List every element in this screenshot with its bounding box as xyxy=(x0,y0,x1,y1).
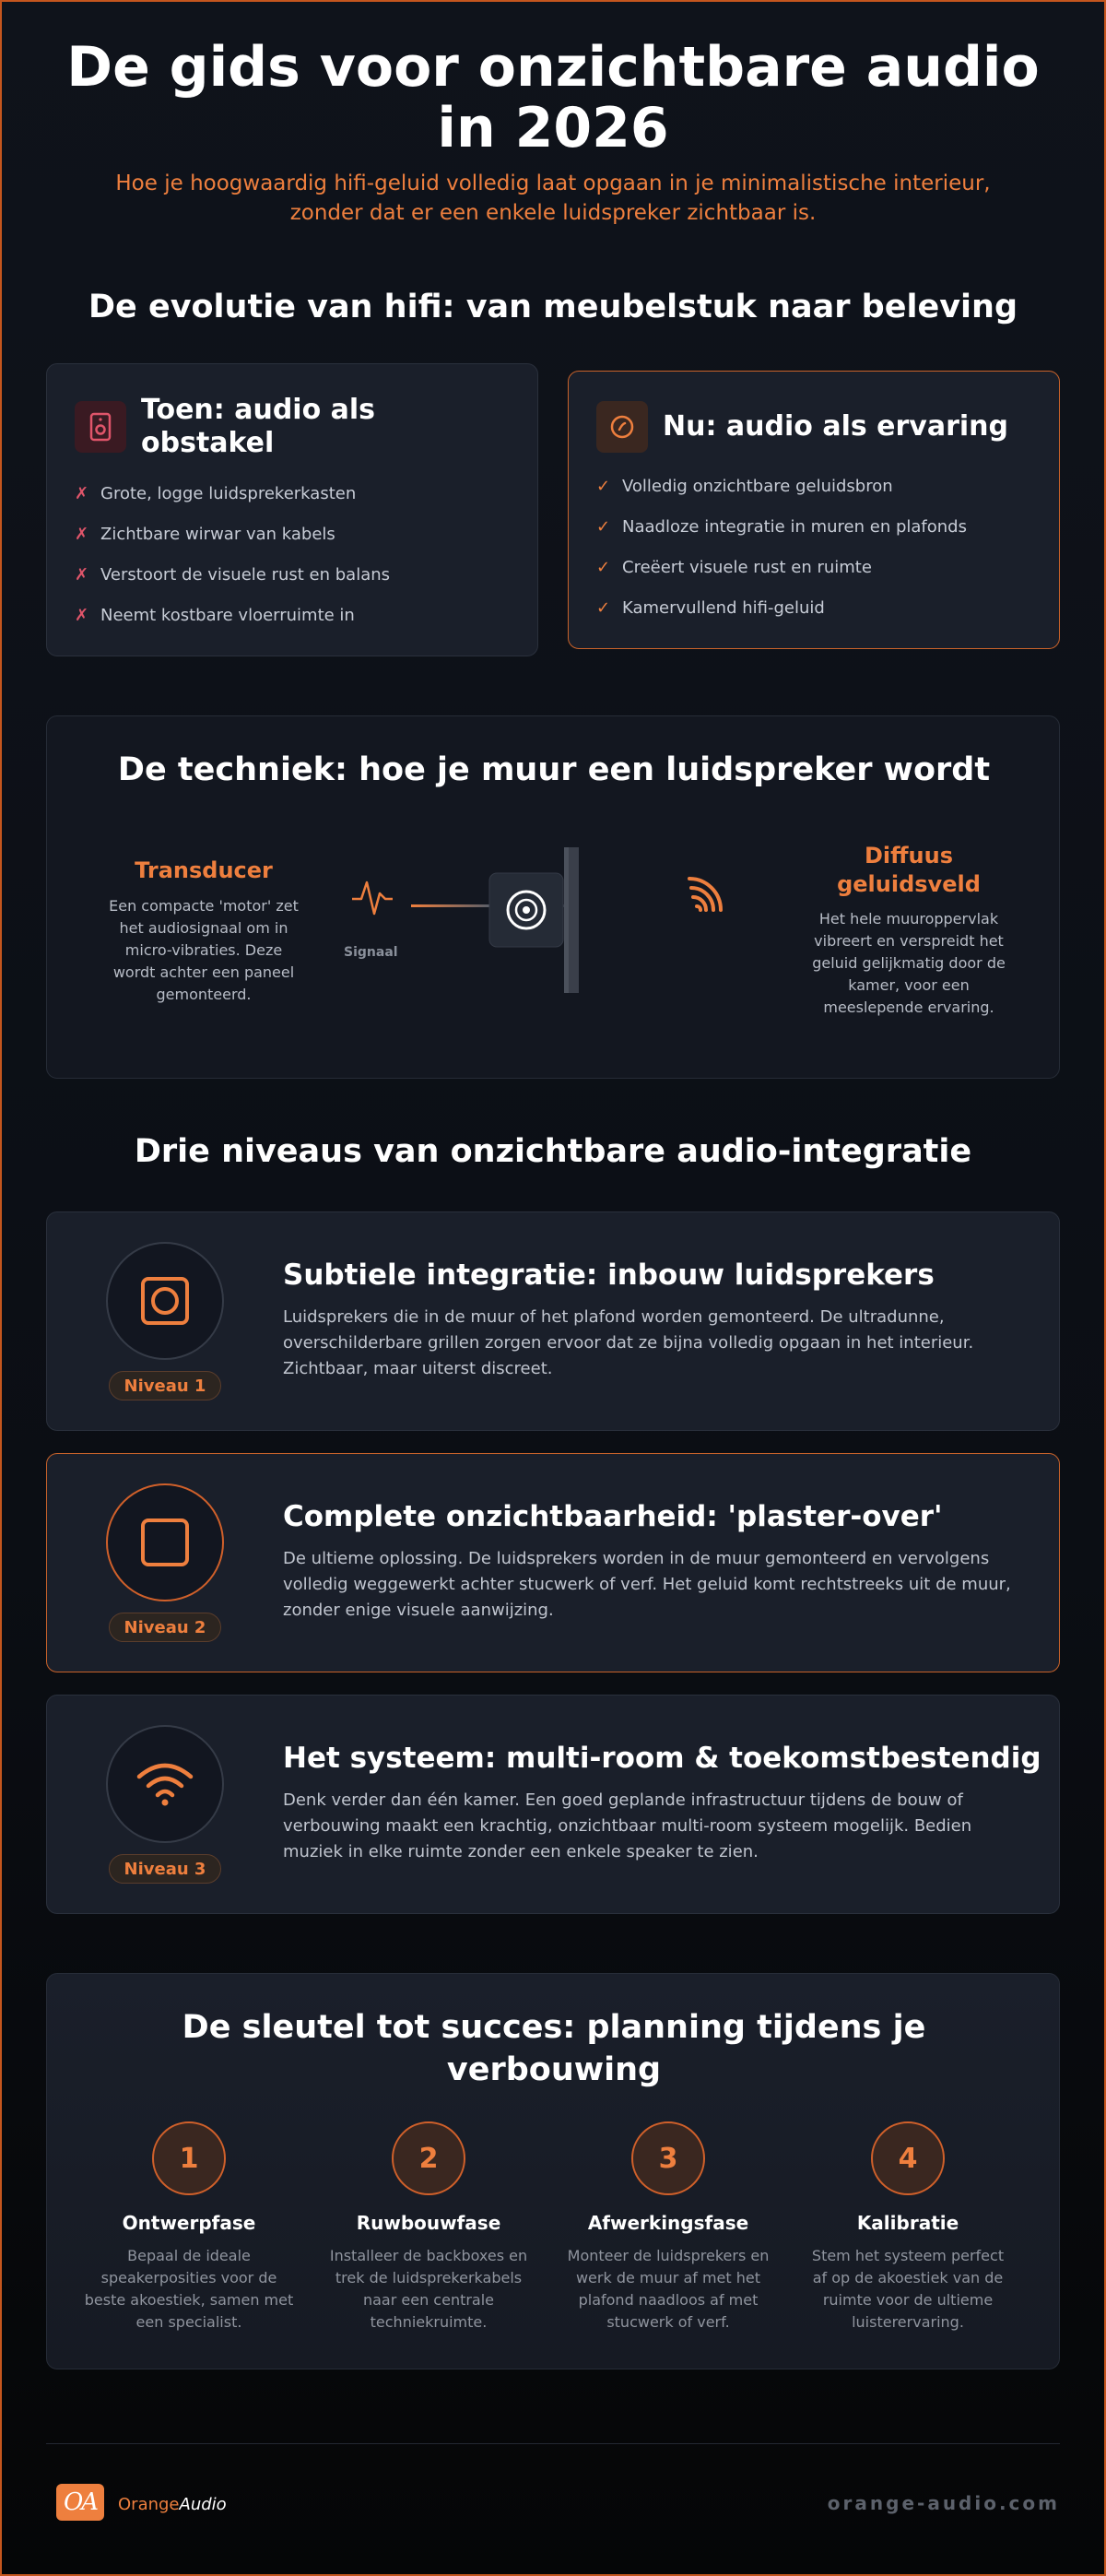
cross-icon: ✗ xyxy=(75,605,89,625)
now-card-title: Nu: audio als ervaring xyxy=(663,410,1008,443)
step-number: 4 xyxy=(871,2121,945,2195)
cross-icon: ✗ xyxy=(75,524,89,544)
level-badge: Niveau 1 xyxy=(109,1371,221,1400)
plaster-panel-icon xyxy=(106,1483,224,1601)
now-list-item: ✓ Kamervullend hifi-geluid xyxy=(596,597,825,618)
level-title: Subtiele integratie: inbouw luidsprekers xyxy=(283,1258,935,1292)
signal-wave-icon xyxy=(352,882,393,914)
signal-cable xyxy=(411,904,489,907)
diffuse-field-description: Het hele muuroppervlak vibreert en verspreidt het geluid gelijkmatig door de kamer, voor een meeslepende ervaring. xyxy=(812,910,1006,1016)
step-description: Installeer de backboxes en trek de luidsprekerkabels naar een centrale techniekruimte. xyxy=(329,2247,528,2331)
level-description: Denk verder dan één kamer. Een goed geplande infrastructuur tijdens de bouw of verbouwing maakt een krachtig, onzichtbaar multi-room systeem mogelijk. Bedien muziek in elke ruimte zonder een enkele speaker te zien. xyxy=(283,1790,972,1861)
transducer-description: Een compacte 'motor' zet het audiosignaal om in micro-vibraties. Deze wordt achter een paneel gemonteerd. xyxy=(109,897,299,1003)
step-number: 2 xyxy=(392,2121,465,2195)
step-number: 3 xyxy=(631,2121,705,2195)
then-list-item: ✗ Grote, logge luidsprekerkasten xyxy=(75,483,357,503)
inwall-speaker-icon xyxy=(106,1242,224,1360)
now-list-item: ✓ Creëert visuele rust en ruimte xyxy=(596,557,872,577)
then-card-title: Toen: audio als obstakel xyxy=(141,394,376,459)
level-description: Luidsprekers die in de muur of het plafond worden gemonteerd. De ultradunne, overschilderbare grillen zorgen ervoor dat ze bijna volledig opgaan in het interieur. Zichtbaar, maar uiterst discreet. xyxy=(283,1307,974,1378)
planning-step-2 xyxy=(318,2121,539,2334)
step-description: Bepaal de ideale speakerposities voor de beste akoestiek, samen met een specialist. xyxy=(84,2247,294,2331)
level-card-2 xyxy=(46,1453,1060,1672)
signal-label: Signaal xyxy=(344,945,398,960)
cross-icon: ✗ xyxy=(75,564,89,585)
brand-name[interactable]: OrangeAudio xyxy=(118,2495,227,2514)
planning-step-1 xyxy=(78,2121,300,2334)
transducer-diagram xyxy=(347,847,752,1013)
step-title: Afwerkingsfase xyxy=(587,2212,749,2234)
level-card-1 xyxy=(46,1211,1060,1431)
planning-step-3 xyxy=(558,2121,779,2334)
now-list xyxy=(596,466,1031,628)
page-subtitle: Hoe je hoogwaardig hifi-geluid volledig laat opgaan in je minimalistische interieur, zonder dat er een enkele luidspreker zichtbaar is. xyxy=(115,171,991,226)
technique-card xyxy=(46,715,1060,1079)
planning-card xyxy=(46,1973,1060,2369)
step-description: Monteer de luidsprekers en werk de muur af met het plafond naadloos af met stucwerk of verf. xyxy=(567,2247,770,2331)
then-list-item: ✗ Neemt kostbare vloerruimte in xyxy=(75,605,355,625)
diffuse-field-label: Diffuus geluidsveld xyxy=(837,843,981,898)
wifi-icon xyxy=(106,1725,224,1843)
step-title: Kalibratie xyxy=(856,2212,959,2234)
step-description: Stem het systeem perfect af op de akoestiek van de ruimte voor de ultieme luisterervaring. xyxy=(811,2247,1005,2331)
cross-icon: ✗ xyxy=(75,483,89,503)
now-card xyxy=(568,371,1060,649)
check-icon: ✓ xyxy=(596,597,611,618)
transducer-label: Transducer xyxy=(135,857,273,883)
level-title: Het systeem: multi-room & toekomstbestendig xyxy=(283,1742,1041,1775)
planning-step-4 xyxy=(797,2121,1018,2334)
planning-title: De sleutel tot succes: planning tijdens je verbouwing xyxy=(182,2009,926,2088)
check-icon: ✓ xyxy=(596,476,611,496)
sound-waves-icon xyxy=(689,879,721,910)
technique-title: De techniek: hoe je muur een luidspreker wordt xyxy=(117,751,991,788)
then-list-item: ✗ Zichtbare wirwar van kabels xyxy=(75,524,335,544)
step-title: Ruwbouwfase xyxy=(356,2212,501,2234)
level-badge: Niveau 3 xyxy=(109,1854,221,1884)
page-title: De gids voor onzichtbare audio in 2026 xyxy=(66,35,1040,160)
then-list-item: ✗ Verstoort de visuele rust en balans xyxy=(75,564,391,585)
sound-wave-icon xyxy=(596,401,648,453)
check-icon: ✓ xyxy=(596,516,611,537)
level-badge: Niveau 2 xyxy=(109,1613,221,1642)
evolution-section-title: De evolutie van hifi: van meubelstuk naar beleving xyxy=(88,289,1018,325)
then-card xyxy=(46,363,538,656)
speaker-box-icon xyxy=(75,401,126,453)
brand-logo-icon[interactable]: OA xyxy=(56,2484,104,2521)
step-number: 1 xyxy=(152,2121,226,2195)
now-list-item: ✓ Volledig onzichtbare geluidsbron xyxy=(596,476,893,496)
website-link[interactable]: orange-audio.com xyxy=(827,2492,1060,2514)
step-title: Ontwerpfase xyxy=(122,2212,256,2234)
then-list xyxy=(75,473,510,635)
check-icon: ✓ xyxy=(596,557,611,577)
level-title: Complete onzichtbaarheid: 'plaster-over' xyxy=(283,1500,943,1533)
footer-divider xyxy=(46,2443,1060,2444)
level-card-3 xyxy=(46,1695,1060,1914)
level-description: De ultieme oplossing. De luidsprekers worden in de muur gemonteerd en vervolgens volledig weggewerkt achter stucwerk of verf. Het geluid komt rechtstreeks uit de muur, zonder enige visuele aanwijzing. xyxy=(283,1549,1011,1620)
levels-section-title: Drie niveaus van onzichtbare audio-integratie xyxy=(134,1133,972,1170)
now-list-item: ✓ Naadloze integratie in muren en plafonds xyxy=(596,516,967,537)
